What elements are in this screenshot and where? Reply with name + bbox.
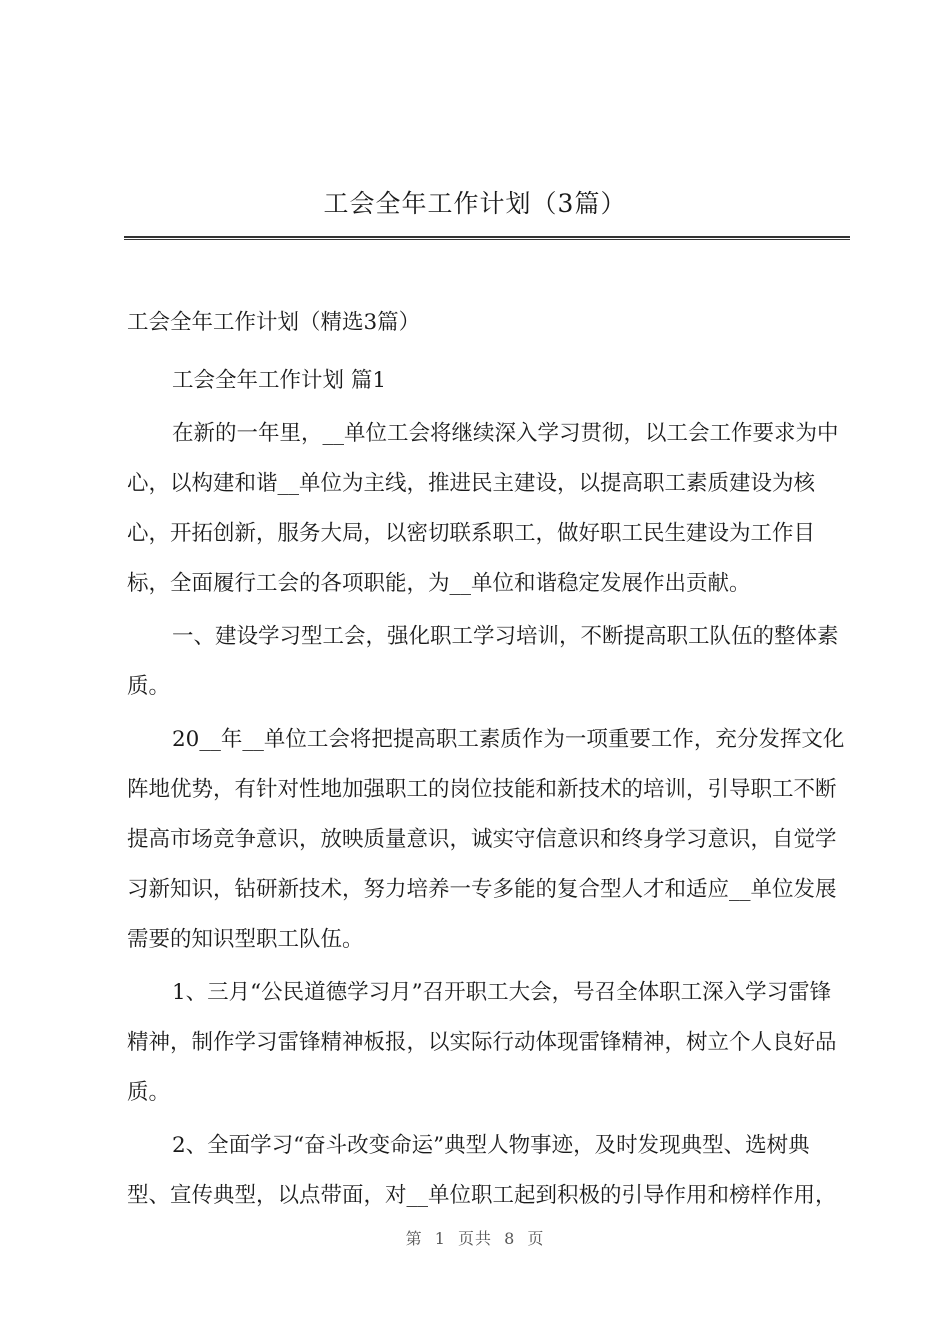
section-heading: 工会全年工作计划 篇1 [172, 368, 387, 393]
document-title: 工会全年工作计划（3篇） [323, 189, 627, 218]
paragraph: 2、全面学习“奋斗改变命运”典型人物事迹，及时发现典型、选树典型、宣传典型，以点带面，对__单位职工起到积极的引导作用和榜样作用， [127, 1133, 837, 1208]
paragraph: 一、建设学习型工会，强化职工学习培训，不断提高职工队伍的整体素质。 [127, 624, 839, 699]
paragraph: 1、三月“公民道德学习月”召开职工大会，号召全体职工深入学习雷锋精神，制作学习雷锋精神板报，以实际行动体现雷锋精神，树立个人良好品质。 [127, 980, 837, 1105]
title-divider [124, 236, 850, 240]
paragraph: 在新的一年里，__单位工会将继续深入学习贯彻，以工会工作要求为中心，以构建和谐__单位为主线，推进民主建设，以提高职工素质建设为核心，开拓创新，服务大局，以密切联系职工，做好职工民生建设为工作目标，全面履行工会的各项职能，为__单位和谐稳定发展作出贡献。 [127, 421, 839, 596]
page-footer: 第 1 页共 8 页 [405, 1229, 545, 1248]
document-body [127, 298, 851, 1224]
document-subtitle: 工会全年工作计划（精选3篇） [127, 310, 421, 335]
paragraph: 20__年__单位工会将把提高职工素质作为一项重要工作，充分发挥文化阵地优势，有针对性地加强职工的岗位技能和新技术的培训，引导职工不断提高市场竞争意识，放映质量意识，诚实守信意识和终身学习意识，自觉学习新知识，钻研新技术，努力培养一专多能的复合型人才和适应__单位发展需要的知识型职工队伍。 [127, 727, 845, 952]
